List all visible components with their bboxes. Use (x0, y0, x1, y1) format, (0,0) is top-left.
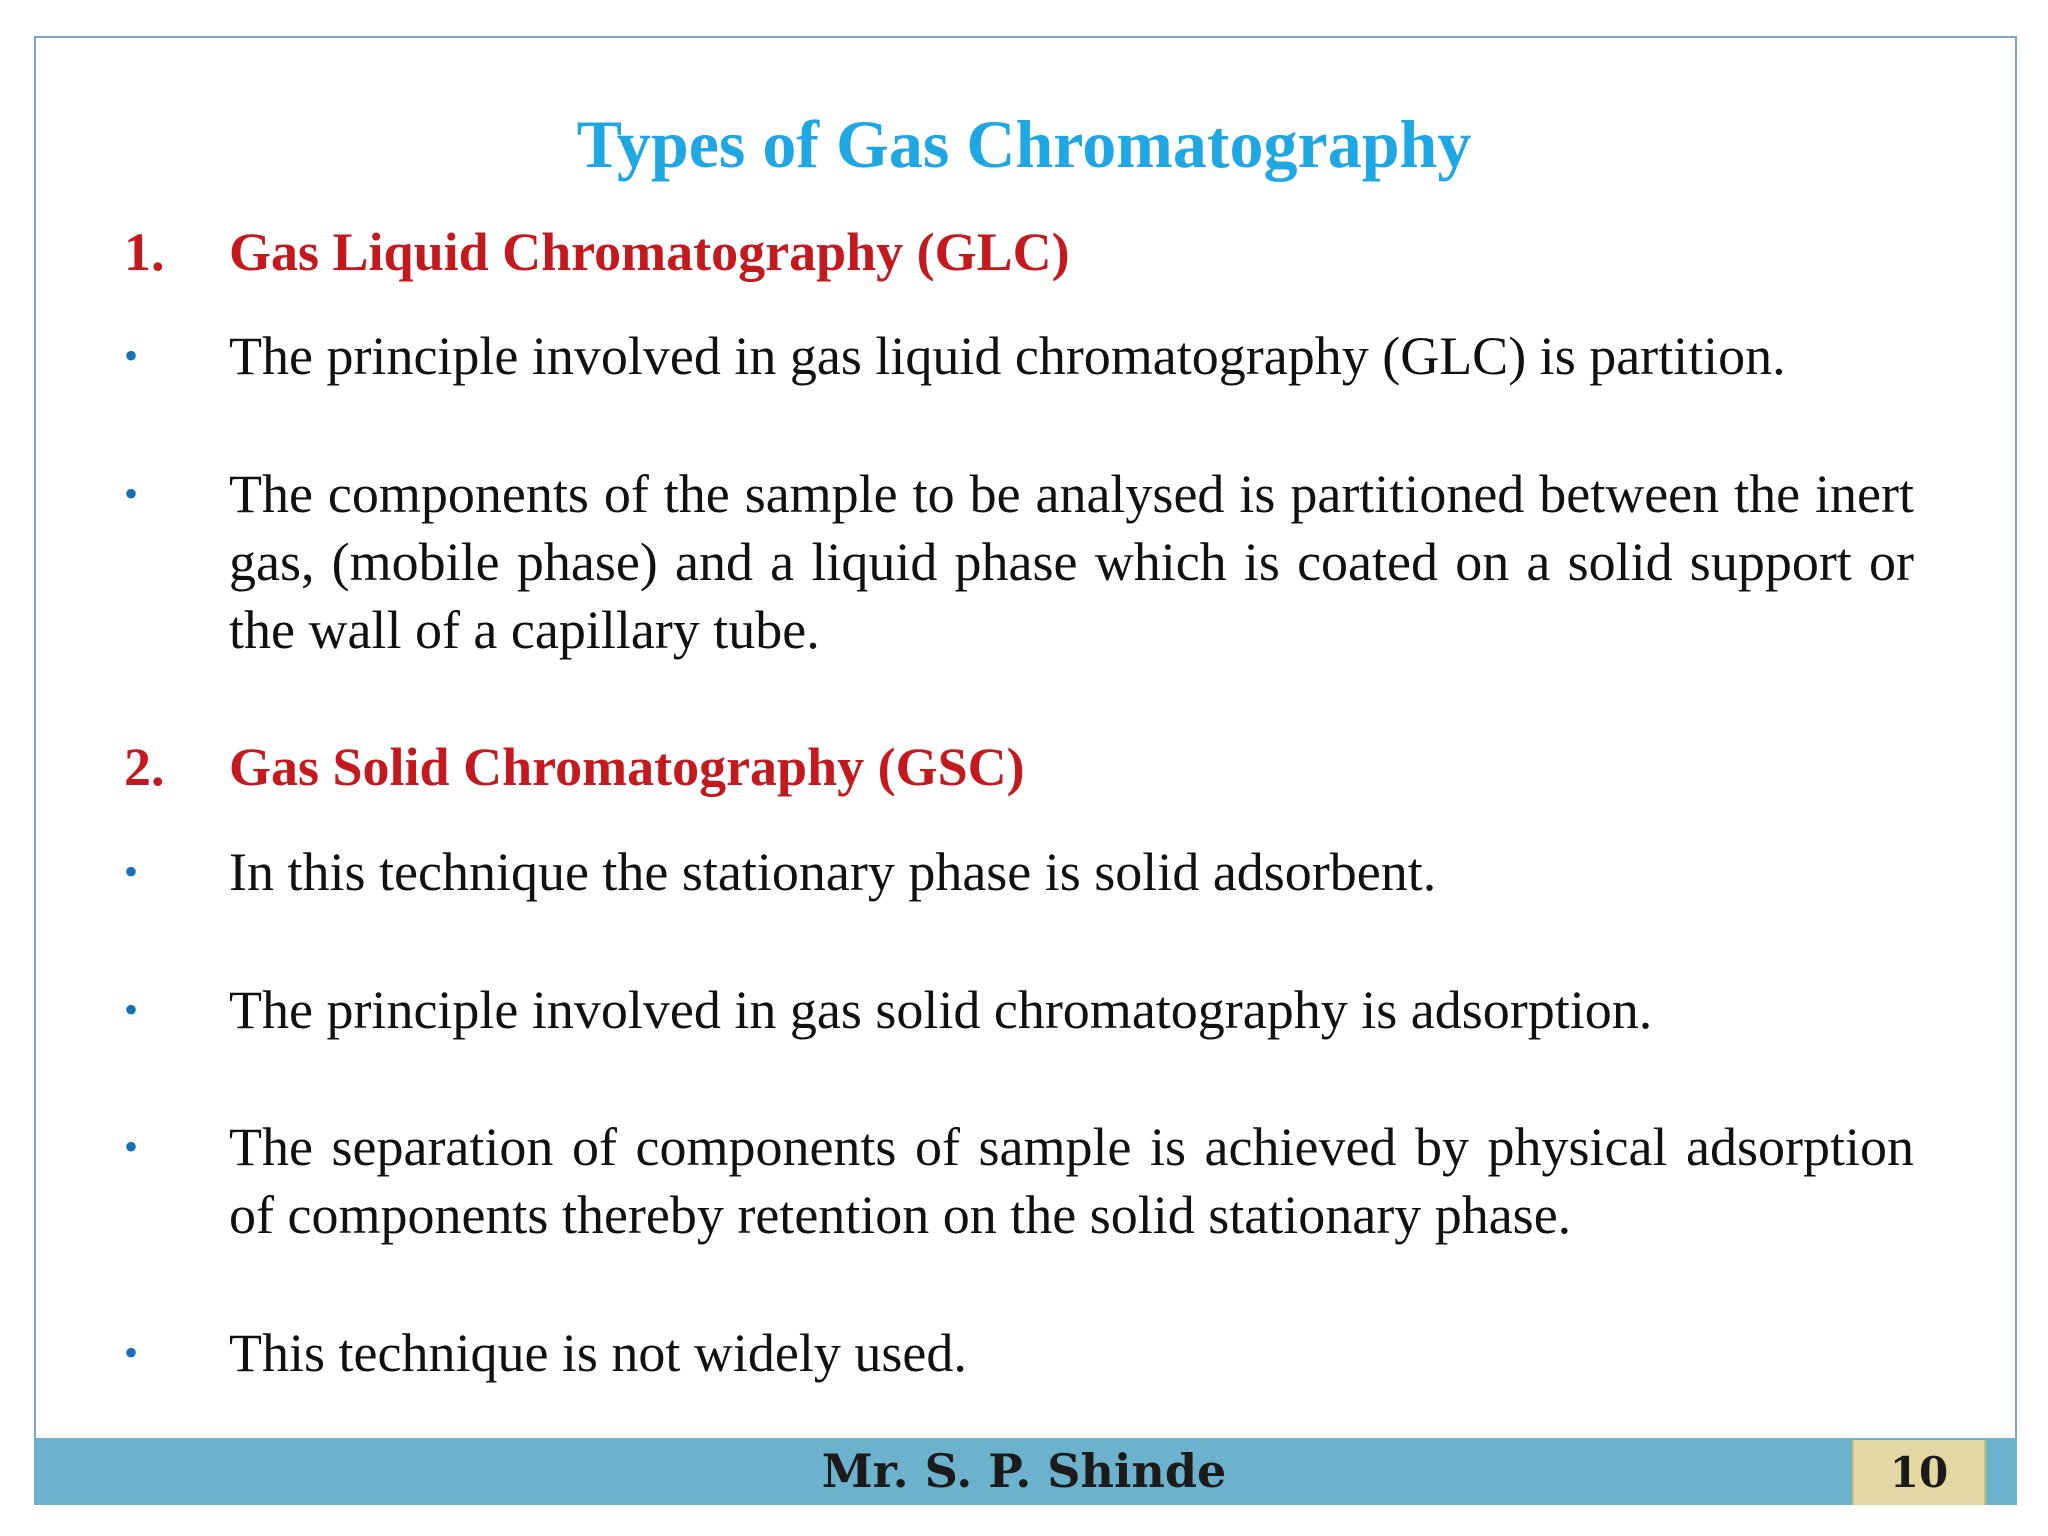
bullet-dot-icon: • (124, 333, 139, 378)
section-number: 1. (124, 222, 165, 282)
bullet-dot-icon: • (124, 1124, 139, 1169)
bullet-text: The principle involved in gas solid chromatography is adsorption. (229, 980, 1653, 1040)
bullet-item (124, 460, 1914, 664)
section-heading-text: Gas Liquid Chromatography (GLC) (229, 222, 1070, 282)
slide-title: Types of Gas Chromatography (576, 106, 1472, 182)
section-heading-glc (124, 220, 1070, 284)
bullet-item (124, 322, 1914, 390)
bullet-text: This technique is not widely used. (229, 1323, 967, 1383)
section-number: 2. (124, 737, 165, 797)
page-number: 10 (1852, 1440, 1986, 1505)
bullet-text: The separation of components of sample is achieved by physical adsorption of components thereby retention on the solid stationary phase. (229, 1117, 1914, 1245)
bullet-text: The components of the sample to be analysed is partitioned between the inert gas, (mobile phase) and a liquid phase which is coated on a solid support or the wall of a capillary tube. (229, 464, 1914, 660)
bullet-item (124, 1319, 1914, 1387)
bullet-item (124, 976, 1914, 1044)
bullet-dot-icon: • (124, 987, 139, 1032)
bullet-item (124, 838, 1914, 906)
bullet-dot-icon: • (124, 1330, 139, 1375)
bullet-dot-icon: • (124, 471, 139, 516)
section-heading-text: Gas Solid Chromatography (GSC) (229, 737, 1025, 797)
bullet-item (124, 1113, 1914, 1249)
section-heading-gsc (124, 735, 1025, 799)
bullet-text: In this technique the stationary phase is solid adsorbent. (229, 842, 1437, 902)
footer-author: Mr. S. P. Shinde (821, 1444, 1227, 1498)
bullet-dot-icon: • (124, 849, 139, 894)
bullet-text: The principle involved in gas liquid chromatography (GLC) is partition. (229, 326, 1786, 386)
